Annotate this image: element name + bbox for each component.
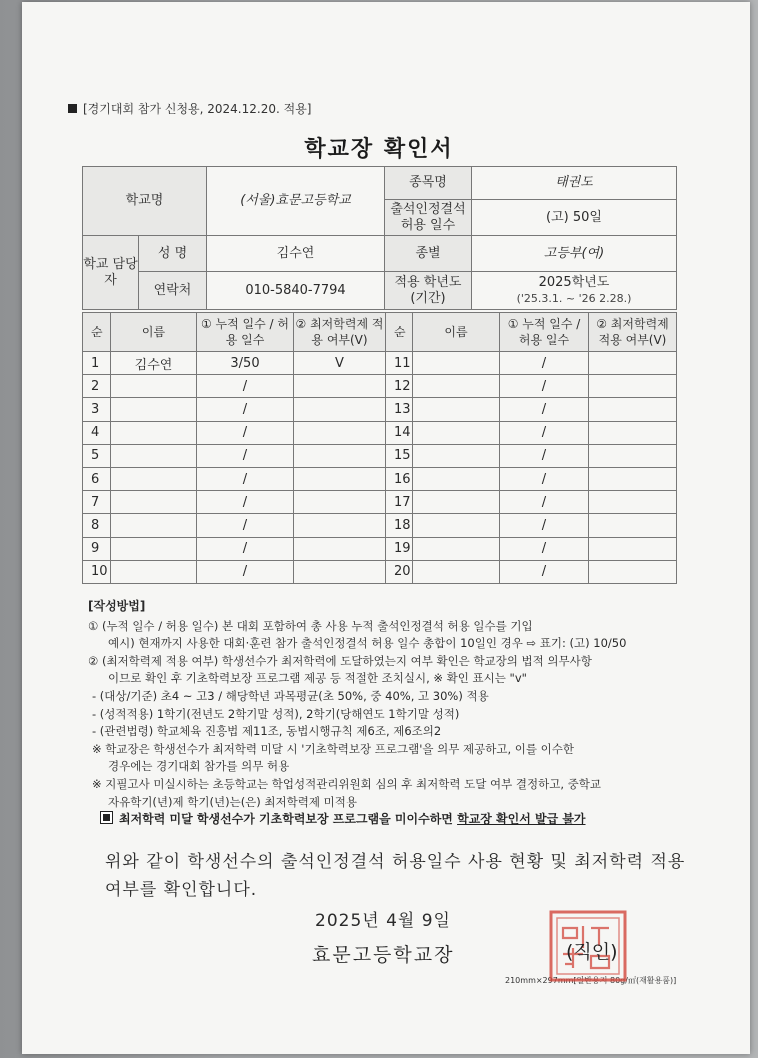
row-days: / [500, 375, 589, 398]
row-min-check [589, 375, 677, 398]
row-number: 13 [386, 398, 413, 421]
row-min-check [294, 421, 386, 444]
issue-date: 2025년 4월 9일 [315, 911, 451, 931]
row-days: / [197, 398, 294, 421]
row-min-check [589, 514, 677, 537]
row-name [413, 537, 500, 560]
student-table [82, 312, 677, 584]
row-name [111, 444, 197, 467]
row-days: / [500, 537, 589, 560]
table-header-row [83, 313, 677, 352]
row-days: / [197, 444, 294, 467]
bullet-square-icon [68, 104, 77, 113]
event-label: 종목명 [385, 167, 472, 200]
school-label: 학교명 [83, 167, 207, 236]
row-min-check: V [294, 352, 386, 375]
table-row [83, 375, 677, 398]
row-min-check [294, 375, 386, 398]
col-min-header: ② 최저학력제 적용 여부(V) [589, 313, 677, 352]
row-name [413, 375, 500, 398]
table-row [83, 444, 677, 467]
row-min-check [589, 560, 677, 583]
category-label: 종별 [385, 236, 472, 272]
col-days-header: ① 누적 일수 / 허용 일수 [500, 313, 589, 352]
instruction-line: - (성적적용) 1학기(전년도 2학기말 성적), 2학기(당해연도 1학기말 성적) [92, 706, 460, 721]
row-min-check [294, 514, 386, 537]
header-note-text: [경기대회 참가 신청용, 2024.12.20. 적용] [83, 102, 312, 116]
row-min-check [589, 352, 677, 375]
row-number: 14 [386, 421, 413, 444]
row-min-check [294, 560, 386, 583]
row-name [413, 421, 500, 444]
row-number: 19 [386, 537, 413, 560]
row-number: 4 [83, 421, 111, 444]
col-name-header: 이름 [413, 313, 500, 352]
row-name [111, 467, 197, 490]
principal-title: 효문고등학교장 [312, 944, 455, 966]
row-days: / [197, 467, 294, 490]
school-value: (서울)효문고등학교 [207, 167, 385, 236]
row-min-check [294, 467, 386, 490]
row-name [413, 352, 500, 375]
row-name [111, 398, 197, 421]
col-min-header: ② 최저학력제 적용 여부(V) [294, 313, 386, 352]
row-days: / [197, 375, 294, 398]
contact-value: 010-5840-7794 [207, 272, 385, 310]
row-days: 3/50 [197, 352, 294, 375]
col-days-header: ① 누적 일수 / 허용 일수 [197, 313, 294, 352]
category-value: 고등부(여) [472, 236, 677, 272]
checkbox-square-icon [100, 811, 113, 824]
instruction-line: ① (누적 일수 / 허용 일수) 본 대회 포함하여 총 사용 누적 출석인정결석 허용 일수를 기입 [88, 618, 533, 633]
staff-label: 학교 담당자 [83, 236, 139, 310]
row-days: / [197, 514, 294, 537]
row-number: 16 [386, 467, 413, 490]
row-min-check [589, 398, 677, 421]
contact-label: 연락처 [139, 272, 207, 310]
row-number: 7 [83, 491, 111, 514]
instruction-line: 이므로 확인 후 기초학력보장 프로그램 제공 등 적절한 조치실시, ※ 확인 표시는 "v" [108, 671, 527, 686]
row-days: / [500, 491, 589, 514]
allowed-days-label: 출석인정결석 허용 일수 [385, 200, 472, 236]
row-name [413, 514, 500, 537]
final-note-emphasis: 학교장 확인서 발급 불가 [457, 812, 586, 826]
row-days: / [197, 560, 294, 583]
row-name [413, 444, 500, 467]
table-row [83, 398, 677, 421]
row-number: 18 [386, 514, 413, 537]
table-row [83, 560, 677, 583]
table-row [83, 537, 677, 560]
row-min-check [589, 421, 677, 444]
row-name [111, 421, 197, 444]
row-number: 1 [83, 352, 111, 375]
row-min-check [294, 398, 386, 421]
row-days: / [197, 491, 294, 514]
row-days: / [500, 514, 589, 537]
year-period: ('25.3.1. ~ '26 2.28.) [516, 291, 632, 305]
table-row [83, 421, 677, 444]
instruction-line: 예시) 현재까지 사용한 대회·훈련 참가 출석인정결석 허용 일수 총합이 10일인 경우 ⇨ 표기: (고) 10/50 [108, 636, 627, 651]
row-number: 2 [83, 375, 111, 398]
row-name [111, 375, 197, 398]
row-min-check [589, 444, 677, 467]
instruction-line: 자유학기(년)제 학기(년)는(은) 최저학력제 미적용 [108, 794, 357, 809]
final-note [100, 810, 586, 827]
row-number: 9 [83, 537, 111, 560]
year-cell [472, 272, 677, 310]
row-name [413, 560, 500, 583]
row-name [111, 514, 197, 537]
header-note [68, 100, 311, 117]
row-min-check [294, 537, 386, 560]
instructions-heading: [작성방법] [88, 599, 146, 613]
row-days: / [197, 421, 294, 444]
final-note-text: 최저학력 미달 학생선수가 기초학력보장 프로그램을 미이수하면 [119, 812, 458, 826]
row-name [413, 491, 500, 514]
confirmation-statement: 위와 같이 학생선수의 출석인정결석 허용일수 사용 현황 및 최저학력 적용 여부를 확인합니다. [105, 852, 686, 900]
row-days: / [500, 444, 589, 467]
row-name [413, 398, 500, 421]
row-days: / [500, 398, 589, 421]
row-name [413, 467, 500, 490]
table-row [83, 467, 677, 490]
row-name: 김수연 [111, 352, 197, 375]
table-row [83, 352, 677, 375]
row-number: 15 [386, 444, 413, 467]
row-number: 11 [386, 352, 413, 375]
col-no-header: 순 [386, 313, 413, 352]
row-number: 5 [83, 444, 111, 467]
row-number: 8 [83, 514, 111, 537]
row-number: 12 [386, 375, 413, 398]
table-row [83, 514, 677, 537]
row-name [111, 537, 197, 560]
row-min-check [294, 491, 386, 514]
paper-spec-footer: 210mm×297mm[일반용지 80g/㎡(재활용품)] [505, 976, 677, 985]
info-table [82, 166, 677, 310]
instruction-line: 경우에는 경기대회 참가를 의무 허용 [108, 759, 290, 774]
allowed-days-value: (고) 50일 [472, 200, 677, 236]
row-number: 3 [83, 398, 111, 421]
row-number: 17 [386, 491, 413, 514]
col-no-header: 순 [83, 313, 111, 352]
row-min-check [294, 444, 386, 467]
row-days: / [500, 352, 589, 375]
row-min-check [589, 467, 677, 490]
name-label: 성 명 [139, 236, 207, 272]
document-title: 학교장 확인서 [304, 137, 454, 162]
row-days: / [197, 537, 294, 560]
row-number: 10 [83, 560, 111, 583]
row-min-check [589, 537, 677, 560]
row-number: 6 [83, 467, 111, 490]
seal-label: (직인) [566, 941, 618, 963]
year-label: 적용 학년도 (기간) [385, 272, 472, 310]
instruction-line: - (관련법령) 학교체육 진흥법 제11조, 동법시행규칙 제6조, 제6조의2 [92, 724, 442, 739]
row-days: / [500, 421, 589, 444]
instruction-line: ② (최저학력제 적용 여부) 학생선수가 최저학력에 도달하였는지 여부 확인은 학교장의 법적 의무사항 [88, 653, 592, 668]
row-number: 20 [386, 560, 413, 583]
instruction-line: - (대상/기준) 초4 ~ 고3 / 해당학년 과목평균(초 50%, 중 40%, 고 30%) 적용 [92, 688, 489, 703]
row-days: / [500, 467, 589, 490]
table-row [83, 491, 677, 514]
col-name-header: 이름 [111, 313, 197, 352]
row-name [111, 491, 197, 514]
row-days: / [500, 560, 589, 583]
instructions-section [88, 598, 688, 811]
row-name [111, 560, 197, 583]
instruction-line: ※ 학교장은 학생선수가 최저학력 미달 시 '기초학력보장 프로그램'을 의무 제공하고, 이를 이수한 [92, 741, 574, 756]
row-min-check [589, 491, 677, 514]
name-value: 김수연 [207, 236, 385, 272]
year-value: 2025학년도 [538, 274, 610, 290]
event-value: 태권도 [472, 167, 677, 200]
instruction-line: ※ 지필고사 미실시하는 초등학교는 학업성적관리위원회 심의 후 최저학력 도달 여부 결정하고, 중학교 [92, 776, 601, 791]
